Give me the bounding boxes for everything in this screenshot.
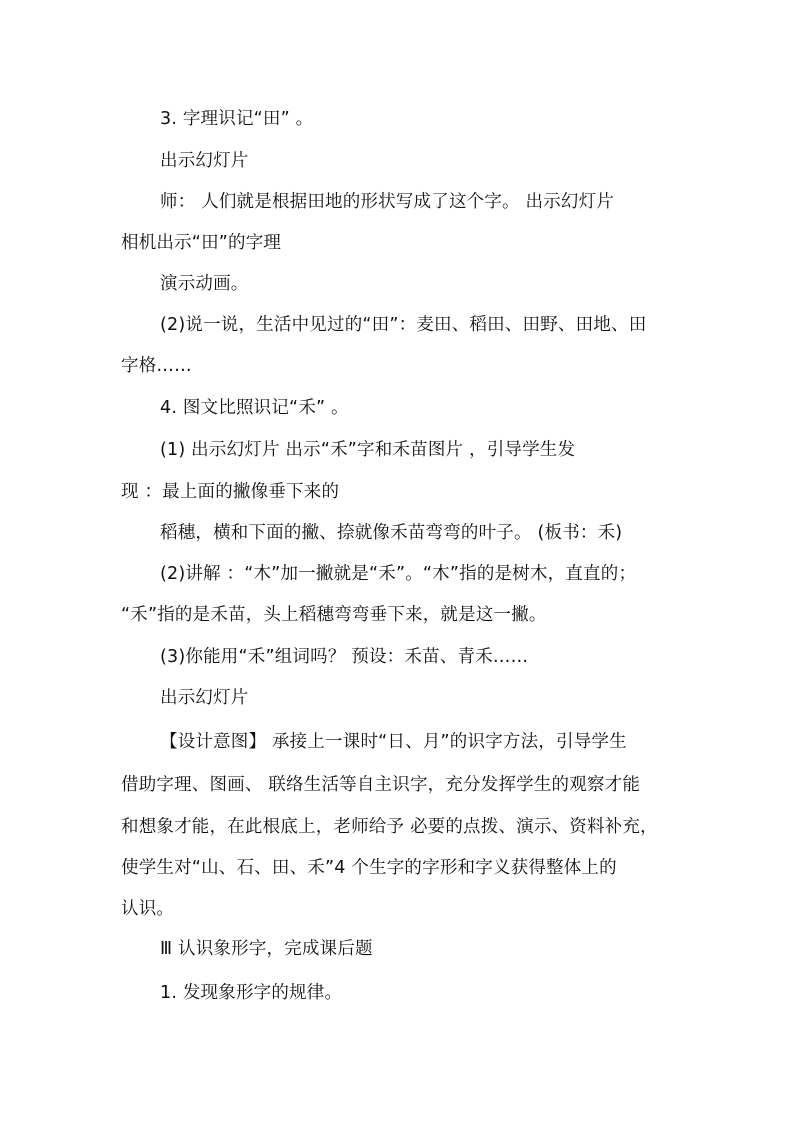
text-line: 【设计意图】 承接上一课时“日、月”的识字方法，引导学生 — [160, 732, 627, 752]
text-line: 现 ：最上面的撇像垂下来的 — [121, 482, 340, 502]
text-line: Ⅲ 认识象形字，完成课后题 — [160, 939, 373, 959]
text-line: 相机出示“田”的字理 — [121, 233, 282, 253]
text-line: (3)你能用“禾”组词吗？ 预设：禾苗、青禾…… — [160, 647, 529, 667]
text-line: 1. 发现象形字的规律。 — [160, 983, 343, 1003]
text-line: 3. 字理识记“田” 。 — [160, 109, 314, 129]
text-line: 演示动画。 — [160, 274, 249, 294]
text-line: 稻穗，横和下面的撇、捺就像禾苗弯弯的叶子。 (板书：禾) — [160, 523, 623, 543]
text-line: (2)讲解 ：“木”加一撇就是“禾”。“木”指的是树木，直直的； — [160, 564, 637, 584]
text-line: 出示幻灯片 — [160, 688, 249, 708]
text-line: 出示幻灯片 — [160, 151, 249, 171]
text-line: 4. 图文比照识记“禾” 。 — [160, 398, 349, 418]
text-line: 使学生对“山、石、田、禾”4 个生字的字形和字义获得整体上的 — [121, 858, 617, 878]
text-line: 借助字理、图画、 联络生活等自主识字，充分发挥学生的观察才能 — [121, 775, 641, 795]
text-line: (1) 出示幻灯片 出示“禾”字和禾苗图片 ，引导学生发 — [160, 440, 576, 460]
text-line: 字格…… — [121, 356, 192, 376]
text-line: 认识。 — [121, 899, 175, 919]
text-line: “禾”指的是禾苗，头上稻穗弯弯垂下来，就是这一撇。 — [121, 605, 547, 625]
text-line: 和想象才能，在此根底上，老师给予 必要的点拨、演示、资料补充， — [121, 817, 658, 837]
text-line: 师： 人们就是根据田地的形状写成了这个字。 出示幻灯片 — [160, 192, 615, 212]
text-line: (2)说一说，生活中见过的“田”：麦田、稻田、田野、田地、田 — [160, 315, 647, 335]
